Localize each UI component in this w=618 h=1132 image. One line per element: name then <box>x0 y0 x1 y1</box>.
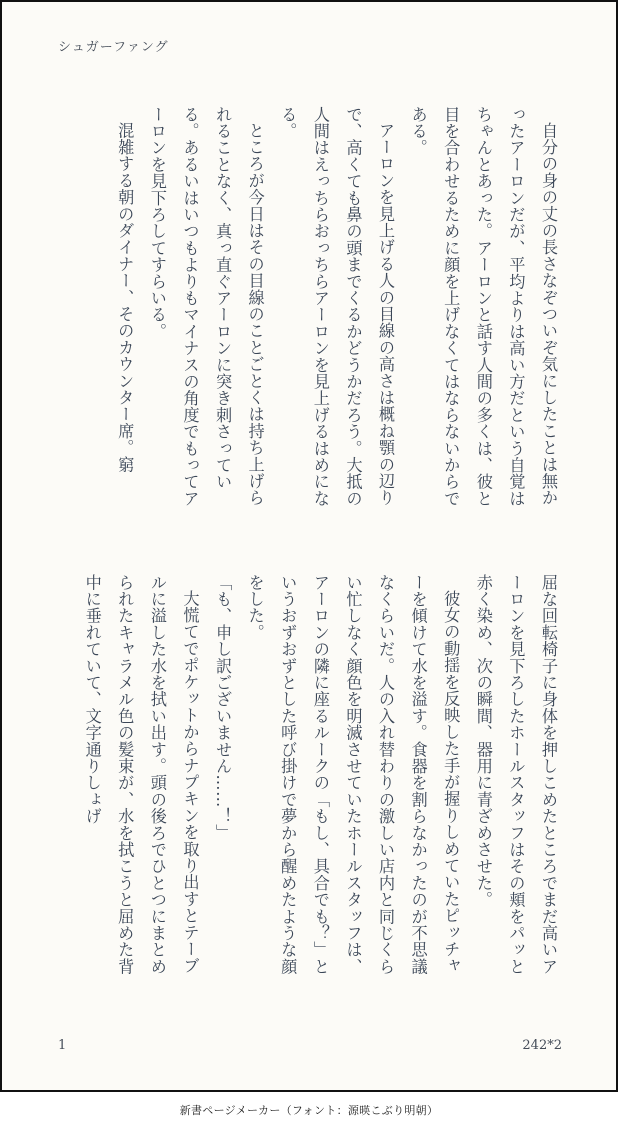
paragraph: 自分の身の丈の長さなぞついぞ気にしたことは無かったアーロンだが、平均よりは高い方だという自覚はちゃんとあった。アーロンと話す人間の多くは、彼と目を合わせるために顔を上げなくてはならないからである。 <box>408 106 558 507</box>
paragraph: 混雑する朝のダイナー、そのカウンター席。窮 <box>115 122 135 473</box>
generator-credit: 新書ページメーカー（フォント：源暎こぶり明朝） <box>179 1104 439 1117</box>
paragraph-continuation: 屈な回転椅子に身体を押しこめたところでまだ高いアーロンを見下ろしたホールスタッフはその頬をパッと赤く染め、次の瞬間、器用に青ざめさせた。 <box>473 574 558 975</box>
dialogue-line: 「も、申し訳ございません……！」 <box>213 574 233 842</box>
paragraph: アーロンを見上げる人の目線の高さは概ね顎の辺りで、高くても鼻の頭までくるかどうかだろう。大抵の人間はえっちらおっちらアーロンを見上げるはめになる。 <box>278 106 396 507</box>
paragraph: ところが今日はその目線のことごとくは持ち上げられることなく、真っ直ぐアーロンに突き刺さっている。あるいはいつもよりもマイナスの角度でもってアーロンを見下ろしてすらいる。 <box>147 106 265 507</box>
running-head-title: シュガーファング <box>58 40 169 55</box>
page-code: 242*2 <box>522 1038 562 1053</box>
paragraph: 彼女の動揺を反映した手が握りしめていたピッチャーを傾けて水を溢す。食器を割らなかったのが不思議なくらいだ。人の入れ替わりの激しい店内と同じくらい忙しなく顔色を明滅させていたホールスタッフは、アーロンの隣に座るルークの「もし、具合でも？」というおずおずとした呼び掛けで夢から醒めたような顔をした。 <box>245 574 461 975</box>
text-block-lower <box>54 574 564 984</box>
paragraph: 大慌てでポケットからナプキンを取り出すとテーブルに溢した水を拭い出す。頭の後ろでひとつにまとめられたキャラメル色の髪束が、水を拭こうと屈めた背中に垂れていて、文字通りしょげ <box>82 574 200 975</box>
text-block-upper <box>54 106 564 516</box>
page-number: 1 <box>58 1038 67 1053</box>
